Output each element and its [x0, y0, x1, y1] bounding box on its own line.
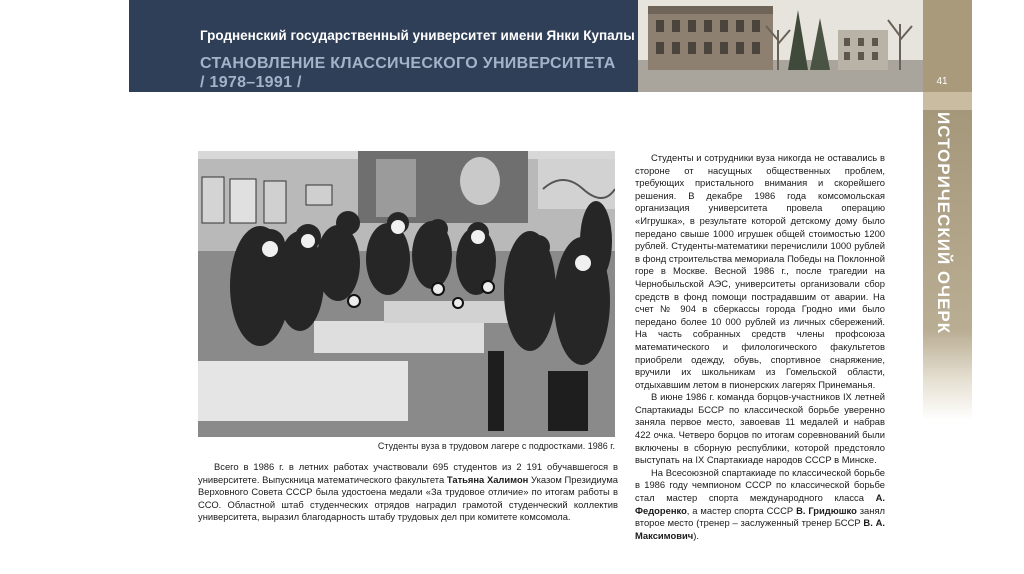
- name-khalimon: Татьяна Халимон: [446, 473, 529, 485]
- name-fedorenko: А. Федоренко: [635, 492, 885, 516]
- historical-photo: [198, 151, 615, 437]
- name-maksimovich: В. А. Максимович: [635, 517, 885, 541]
- section-title-vertical: ИСТОРИЧЕСКИЙ ОЧЕРК: [934, 112, 953, 335]
- chapter-title: [200, 54, 616, 92]
- university-name: Гродненский государственный университет имени Янки Купалы: [200, 28, 635, 43]
- chapter-title-line1: СТАНОВЛЕНИЕ КЛАССИЧЕСКОГО УНИВЕРСИТЕТА: [200, 55, 616, 72]
- left-text-column: [198, 461, 618, 524]
- chapter-title-line2: / 1978–1991 /: [200, 74, 302, 91]
- right-text-column: [635, 152, 885, 542]
- page-number: 41: [936, 76, 948, 87]
- right-paragraph-3: На Всесоюзной спартакиаде по классической борьбе в 1986 году чемпионом СССР по классической борьбе стал мастер спорта международного класса А. Федоренко, а мастер спорта СССР В. Гридюшко занял второе место (тренер – заслуженный тренер БССР В. А. Максимович).: [635, 466, 885, 541]
- photo-caption: Студенты вуза в трудовом лагере с подростками. 1986 г.: [377, 441, 615, 451]
- right-paragraph-1: Студенты и сотрудники вуза никогда не оставались в стороне от насущных общественных проблем, требующих пристального внимания и скорейшего решения. В декабре 1986 года комсомольская организация университета провела операцию «Игрушка», в результате которой детскому дому было передано свыше 1000 игрушек общей стоимостью 1200 рублей. Студенты-математики перечислили 1000 рублей в фонд строительства мемориала Победы на Поклонной горе в Москве. Весной 1986 г., после трагедии на Чернобыльской АЭС, университеты организовали сбор средств в фонд помощи пострадавшим от аварии. На счет № 904 в сберкассы города Гродно ими было передано более 10 000 рублей из личных сбережений. На часть собранных средств члены профсоюза математического и филологического факультетов приобрели одежду, обувь, спортивное снаряжение, вручили их школьникам из Гомельской области, отдыхавшим летом в пионерских лагерях Принеманья.: [635, 152, 885, 390]
- left-paragraph-1: Всего в 1986 г. в летних работах участвовали 695 студентов из 2 191 обучавшегося в университете. Выпускница математического факультета Татьяна Халимон Указом Президиума Верховного Совета СССР была удостоена медали «За трудовое отличие» по итогам работы в ССО. Областной штаб студенческих отрядов наградил грамотой студенческий коллектив университета, выразил благодарность штабу трудовых дел при комитете комсомола.: [198, 461, 618, 523]
- campus-photo: [638, 0, 923, 92]
- name-gridyushko: В. Гридюшко: [796, 504, 857, 516]
- right-paragraph-2: В июне 1986 г. команда борцов-участников IX летней Спартакиады БССР по классической борьбе уверенно заняла первое место, завоевав 11 медалей и набрав 422 очка. Четверо борцов по итогам соревнований были включены в сборную республики, которой предстояло выступать на IX Спартакиаде народов СССР в Минске.: [635, 391, 885, 466]
